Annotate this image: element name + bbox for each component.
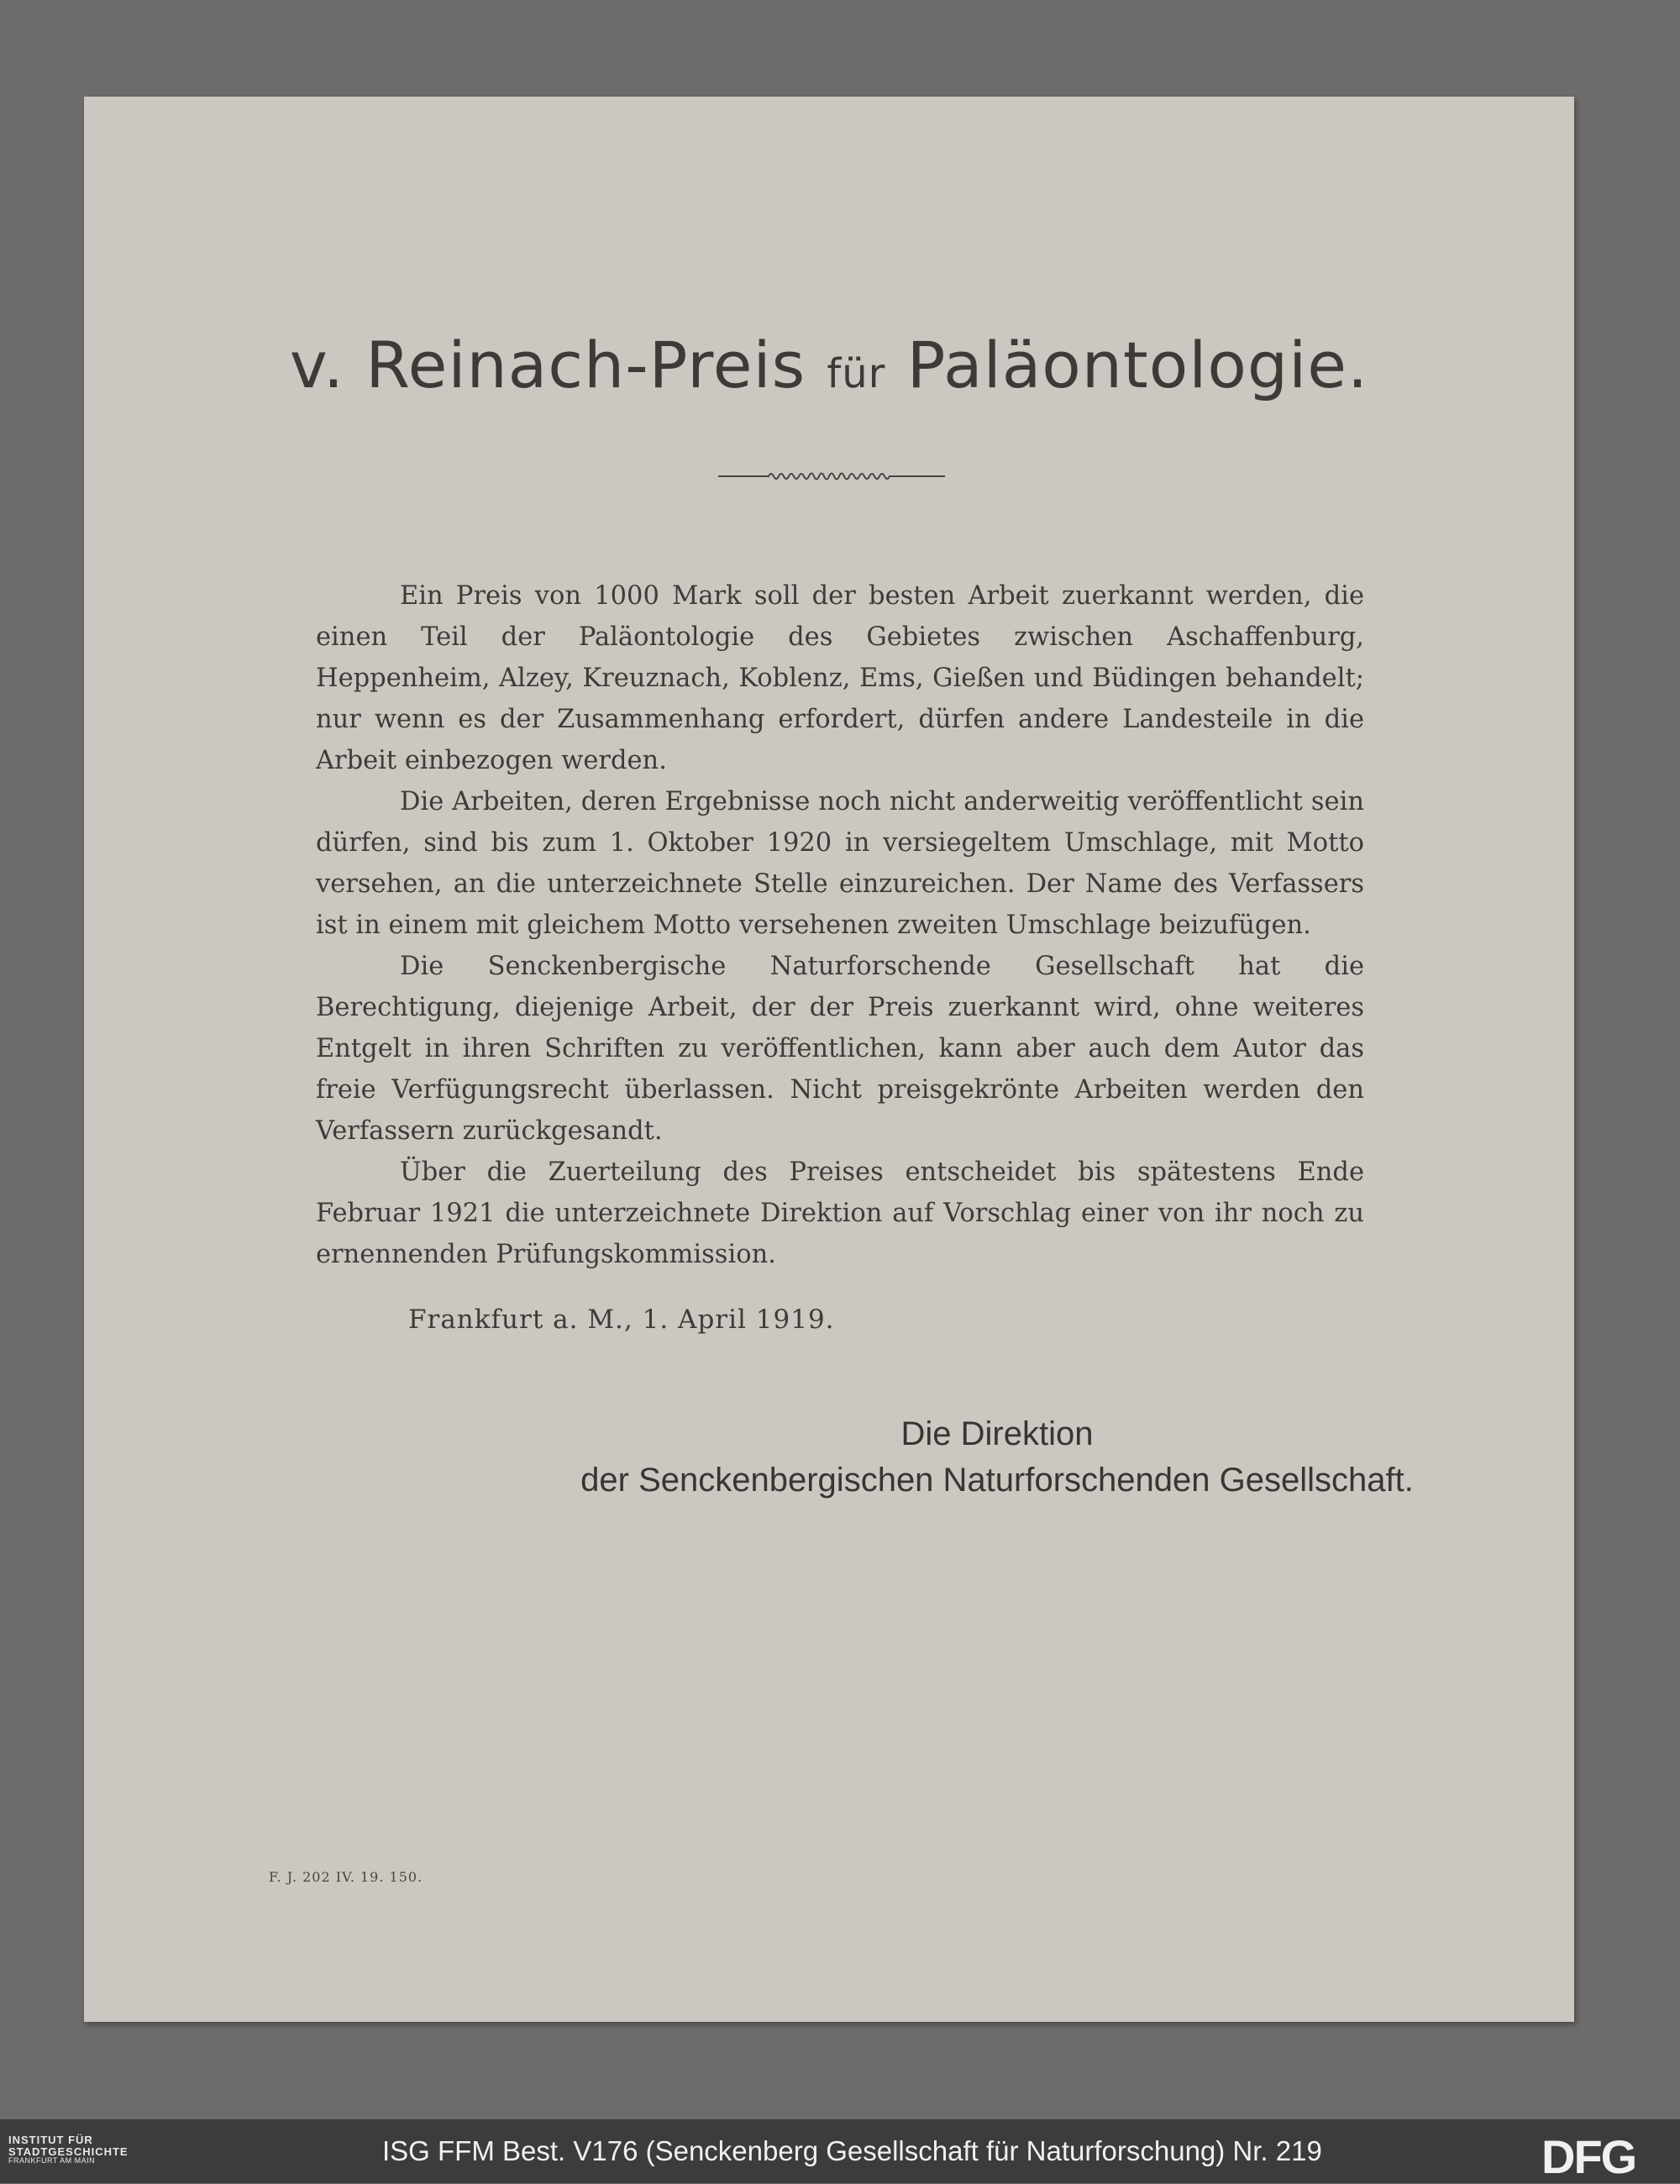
signature-line-2: der Senckenbergischen Naturforschenden Gesellschaft. [580, 1462, 1414, 1499]
paragraph-1: Ein Preis von 1000 Mark soll der besten Arbeit zuerkannt werden, die einen Teil der Paläontologie des Gebietes zwischen Aschaffenburg, Heppenheim, Alzey, Kreuznach, Koblenz, Ems, Gießen und Büdingen behandelt; nur wenn es der Zusammenhang erfordert, dürfen andere Landesteile in die Arbeit einbezogen werden. [316, 581, 1364, 775]
institute-line-1: INSTITUT FÜR [8, 2134, 93, 2146]
signature-line-1: Die Direktion [900, 1415, 1094, 1452]
body-text [316, 575, 1364, 1275]
title-part-small: für [827, 350, 886, 397]
title-part-2: Paläontologie. [906, 328, 1369, 402]
document-title [84, 328, 1574, 402]
archive-caption: ISG FFM Best. V176 (Senckenberg Gesellschaft für Naturforschung) Nr. 219 [382, 2135, 1322, 2166]
ornament-divider [718, 466, 945, 485]
institute-line-2: STADTGESCHICHTE [8, 2145, 129, 2158]
footer-bar [0, 2119, 1680, 2183]
title-part-1: v. Reinach-Preis [289, 328, 806, 402]
paragraph-3: Die Senckenbergische Naturforschende Gesellschaft hat die Berechtigung, diejenige Arbeit, der der Preis zuerkannt wird, ohne weiteres Entgelt in ihren Schriften zu veröffentlichen, kann aber auch dem Autor das freie Verfügungsrecht überlassen. Nicht preisgekrönte Arbeiten werden den Verfassern zurückgesandt. [316, 952, 1364, 1146]
paragraph-2: Die Arbeiten, deren Ergebnisse noch nicht anderweitig veröffentlicht sein dürfen, sind bis zum 1. Oktober 1920 in versiegeltem Umschlage, mit Motto versehen, an die unterzeichnete Stelle einzureichen. Der Name des Verfassers ist in einem mit gleichem Motto versehenen zweiten Umschlage beizufügen. [316, 787, 1364, 940]
print-code: F. J. 202 IV. 19. 150. [269, 1869, 423, 1885]
paragraph-4: Über die Zuerteilung des Preises entscheidet bis spätestens Ende Februar 1921 die unterzeichnete Direktion auf Vorschlag einer von ihr noch zu ernennenden Prüfungskommission. [316, 1158, 1364, 1269]
institute-logo [8, 2134, 129, 2166]
institute-line-3: FRANKFURT AM MAIN [8, 2156, 96, 2166]
dfg-logo: DFG [1541, 2130, 1636, 2183]
document-page [84, 97, 1574, 2022]
dateline: Frankfurt a. M., 1. April 1919. [408, 1305, 835, 1335]
